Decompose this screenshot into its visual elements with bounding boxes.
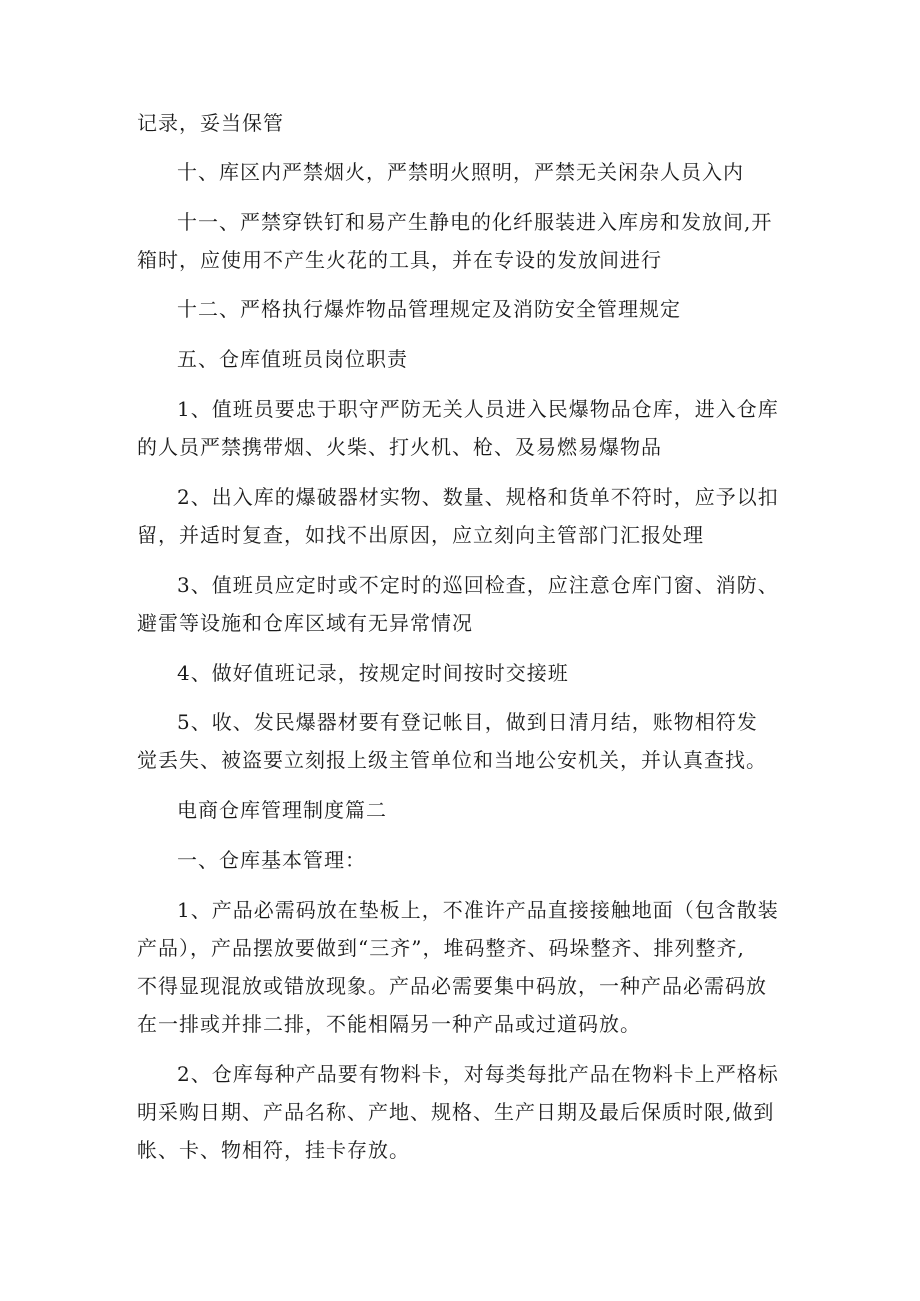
- text-line: 觉丢失、被盗要立刻报上级主管单位和当地公安机关，并认真查找。: [137, 748, 767, 772]
- section-heading: 电商仓库管理制度篇二: [177, 798, 387, 822]
- text-line: 帐、卡、物相符，挂卡存放。: [137, 1138, 410, 1162]
- text-line: 箱时，应使用不产生火花的工具，并在专设的发放间进行: [137, 248, 662, 272]
- text-line: 的人员严禁携带烟、火柴、打火机、枪、及易燃易爆物品: [137, 435, 662, 459]
- text-line: 十、库区内严禁烟火，严禁明火照明，严禁无关闲杂人员入内: [177, 160, 744, 184]
- text-line: 2、出入库的爆破器材实物、数量、规格和货单不符时，应予以扣: [177, 485, 779, 509]
- text-line: 产品），产品摆放要做到“三齐”，堆码整齐、码垛整齐、排列整齐,: [137, 936, 745, 960]
- text-line: 留，并适时复查，如找不出原因，应立刻向主管部门汇报处理: [137, 523, 704, 547]
- text-line: 3、值班员应定时或不定时的巡回检查，应注意仓库门窗、消防、: [177, 573, 779, 597]
- text-line: 明采购日期、产品名称、产地、规格、生产日期及最后保质时限,做到: [137, 1100, 775, 1124]
- text-line: 2、仓库每种产品要有物料卡，对每类每批产品在物料卡上严格标: [177, 1062, 779, 1086]
- text-line: 1、产品必需码放在垫板上，不准许产品直接接触地面（包含散装: [177, 898, 779, 922]
- text-line: 十一、严禁穿铁钉和易产生静电的化纤服装进入库房和发放间,开: [177, 210, 773, 234]
- section-heading: 一、仓库基本管理：: [177, 848, 366, 872]
- text-line: 记录，妥当保管: [137, 111, 284, 135]
- text-line: 5、收、发民爆器材要有登记帐目，做到日清月结，账物相符发: [177, 710, 758, 734]
- text-line: 在一排或并排二排，不能相隔另一种产品或过道码放。: [137, 1012, 641, 1036]
- text-line: 十二、严格执行爆炸物品管理规定及消防安全管理规定: [177, 297, 681, 321]
- text-line: 不得显现混放或错放现象。产品必需要集中码放，一种产品必需码放: [137, 974, 767, 998]
- text-line: 避雷等设施和仓库区域有无异常情况: [137, 611, 473, 635]
- text-line: 4、做好值班记录，按规定时间按时交接班: [177, 661, 569, 685]
- section-heading: 五、仓库值班员岗位职责: [177, 347, 408, 371]
- text-line: 1、值班员要忠于职守严防无关人员进入民爆物品仓库，进入仓库: [177, 397, 779, 421]
